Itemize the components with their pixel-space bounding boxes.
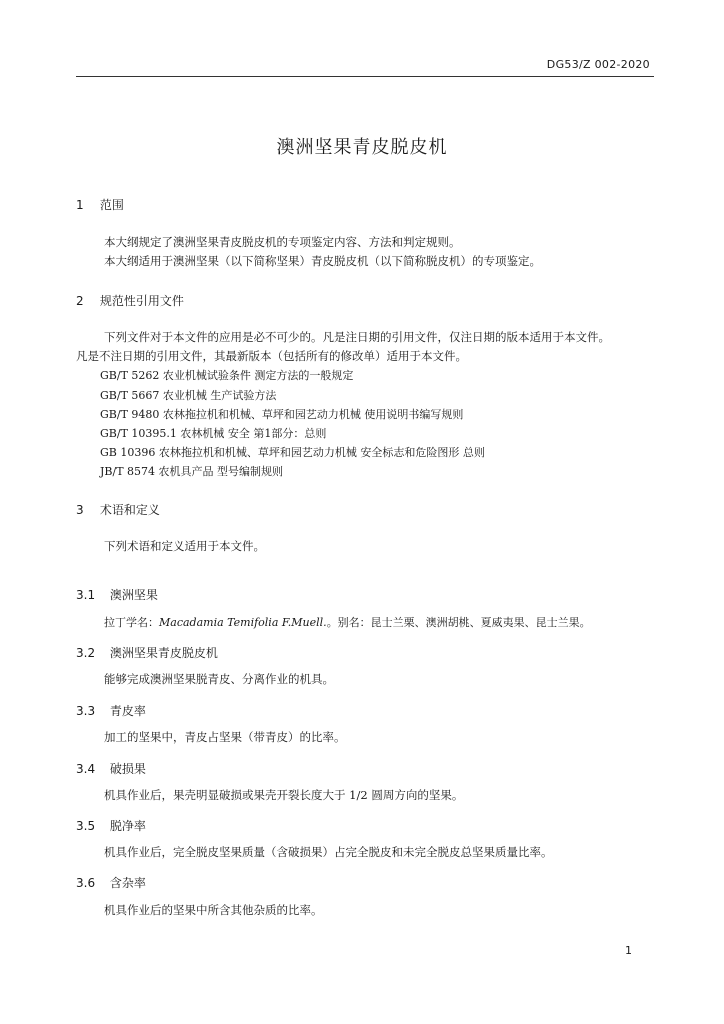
- page-number: 1: [625, 944, 632, 957]
- term-number: 3.1: [76, 588, 96, 602]
- term-number: 3.3: [76, 704, 96, 718]
- latin-name: Macadamia Temifolia F.Muell.: [159, 616, 327, 629]
- document-title: 澳洲坚果青皮脱皮机: [276, 137, 448, 158]
- definition-text: 。别名：昆士兰栗、澳洲胡桃、夏威夷果、昆士兰果。: [326, 616, 591, 629]
- term-3-4-heading: [76, 760, 146, 777]
- section-1-paragraph-1: 本大纲规定了澳洲坚果青皮脱皮机的专项鉴定内容、方法和判定规则。: [104, 235, 461, 249]
- reference-item: GB/T 9480 农林拖拉机和机械、草坪和园艺动力机械 使用说明书编写规则: [100, 408, 464, 421]
- term-3-1-definition: [104, 614, 654, 630]
- term-number: 3.4: [76, 762, 96, 776]
- section-number: 3: [76, 503, 84, 517]
- section-number: 1: [76, 198, 84, 212]
- term-3-5-definition: 机具作业后，完全脱皮坚果质量（含破损果）占完全脱皮和未完全脱皮总坚果质量比率。: [104, 845, 553, 859]
- section-1-paragraph-2: 本大纲适用于澳洲坚果（以下简称坚果）青皮脱皮机（以下简称脱皮机）的专项鉴定。: [104, 254, 541, 268]
- term-title: 青皮率: [109, 704, 146, 718]
- term-number: 3.2: [76, 646, 96, 660]
- section-3-heading: [76, 501, 160, 518]
- term-number: 3.5: [76, 819, 96, 833]
- term-3-3-definition: 加工的坚果中，青皮占坚果（带青皮）的比率。: [104, 730, 346, 744]
- term-3-2-heading: [76, 644, 218, 661]
- term-3-2-definition: 能够完成澳洲坚果脱青皮、分离作业的机具。: [104, 672, 334, 686]
- term-3-3-heading: [76, 702, 146, 719]
- term-title: 破损果: [109, 762, 146, 776]
- term-title: 脱净率: [109, 819, 146, 833]
- term-3-4-definition: 机具作业后，果壳明显破损或果壳开裂长度大于 1/2 圆周方向的坚果。: [104, 788, 464, 802]
- section-number: 2: [76, 294, 84, 308]
- term-3-1-heading: [76, 586, 158, 603]
- term-3-5-heading: [76, 817, 146, 834]
- section-title: 术语和定义: [99, 503, 160, 517]
- term-title: 澳洲坚果: [109, 588, 158, 602]
- reference-item: GB/T 10395.1 农林机械 安全 第1部分：总则: [100, 427, 327, 440]
- section-3-paragraph: 下列术语和定义适用于本文件。: [104, 539, 265, 553]
- section-title: 规范性引用文件: [99, 294, 184, 308]
- term-title: 澳洲坚果青皮脱皮机: [109, 646, 218, 660]
- section-2-heading: [76, 292, 184, 309]
- term-number: 3.6: [76, 876, 96, 890]
- definition-text: 拉丁学名：: [104, 616, 159, 629]
- section-2-paragraph-line-2: 凡是不注日期的引用文件，其最新版本（包括所有的修改单）适用于本文件。: [76, 349, 467, 363]
- term-3-6-heading: [76, 874, 146, 891]
- term-title: 含杂率: [109, 876, 146, 890]
- section-1-heading: [76, 196, 124, 213]
- section-title: 范围: [99, 198, 124, 212]
- reference-item: GB/T 5262 农业机械试验条件 测定方法的一般规定: [100, 369, 354, 382]
- document-code: DG53/Z 002-2020: [546, 58, 650, 71]
- reference-item: GB 10396 农林拖拉机和机械、草坪和园艺动力机械 安全标志和危险图形 总则: [100, 446, 485, 459]
- reference-item: JB/T 8574 农机具产品 型号编制规则: [100, 465, 284, 478]
- header-rule: [76, 76, 654, 77]
- term-3-6-definition: 机具作业后的坚果中所含其他杂质的比率。: [104, 903, 323, 917]
- section-2-paragraph-line-1: 下列文件对于本文件的应用是必不可少的。凡是注日期的引用文件，仅注日期的版本适用于本文件。: [104, 330, 610, 344]
- reference-item: GB/T 5667 农业机械 生产试验方法: [100, 389, 277, 402]
